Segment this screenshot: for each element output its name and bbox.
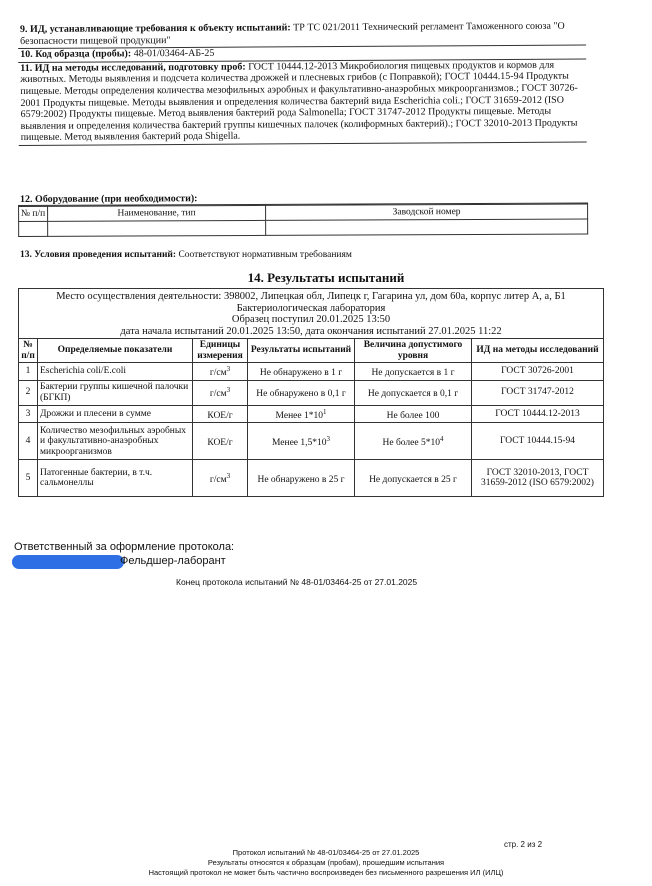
row-unit: $г/см^3$ <box>193 380 248 405</box>
footer <box>0 848 652 878</box>
results-title: 14. Результаты испытаний <box>247 270 405 285</box>
results-received: Образец поступил 20.01.2025 13:50 <box>231 314 391 325</box>
col-units-header: Единицы измерения <box>193 339 248 363</box>
footer-line-1: Протокол испытаний № 48-01/03464-25 от 27.01.2025 <box>232 848 420 857</box>
section-11 <box>18 59 586 146</box>
footer-line-2: Результаты относятся к образцам (пробам), прошедшим испытания <box>207 858 445 867</box>
table-row <box>19 405 604 423</box>
redacted-name <box>12 555 124 569</box>
results-section <box>18 288 604 497</box>
col-result-header: Результаты испытаний <box>248 339 355 363</box>
row-limit: Не более $5*10^4$ <box>355 423 472 460</box>
row-result: Не обнаружено в 1 г <box>248 363 355 381</box>
row-result: Не обнаружено в 25 г <box>248 460 355 497</box>
row-method: ГОСТ 10444.12-2013 <box>472 405 604 423</box>
results-header-row <box>19 339 604 363</box>
row-indicator: Дрожжи и плесени в сумме <box>38 405 193 423</box>
col-no-header: № п/п <box>19 339 38 363</box>
equipment-cell <box>266 219 588 235</box>
row-result: Менее $1*10^1$ <box>248 405 355 423</box>
row-no: 3 <box>19 405 38 423</box>
conditions-label: 13. Условия проведения испытаний: <box>20 250 177 260</box>
equipment-table <box>18 204 588 237</box>
table-row <box>19 423 604 460</box>
page-number: стр. 2 из 2 <box>504 840 543 849</box>
row-method: ГОСТ 32010-2013, ГОСТ 31659-2012 (ISO 6579:2002) <box>472 460 604 497</box>
results-dates: дата начала испытаний 20.01.2025 13:50, дата окончания испытаний 27.01.2025 11:22 <box>120 325 502 337</box>
col-limit-header: Величина допустимого уровня <box>355 339 472 363</box>
row-indicator: Escherichia coli/E.coli <box>38 363 193 381</box>
equipment-col-name: Наименование, тип <box>48 205 266 221</box>
col-method-header: ИД на методы исследований <box>472 339 604 363</box>
row-result: Не обнаружено в 0,1 г <box>248 380 355 405</box>
equipment-empty-row <box>19 219 588 236</box>
row-unit: КОЕ/г <box>193 423 248 460</box>
section-10-value: 48-01/03464-АБ-25 <box>133 47 215 60</box>
row-method: ГОСТ 30726-2001 <box>472 363 604 381</box>
row-indicator: Бактерии группы кишечной палочки (БГКП) <box>38 380 193 405</box>
section-11-label: 11. ИД на методы исследований, подготовку проб: <box>20 61 246 74</box>
section-9 <box>18 21 586 50</box>
responsible-role: Фельдшер-лаборант <box>120 555 226 567</box>
results-location: Место осуществления деятельности: 398002, Липецкая обл, Липецк г, Гагарина ул, дом 60а, корпус литер А, а, Б1 <box>56 291 566 302</box>
col-indicator-header: Определяемые показатели <box>38 339 193 363</box>
row-indicator: Патогенные бактерии, в т.ч. сальмонеллы <box>38 460 193 497</box>
table-row <box>19 363 604 381</box>
row-method: ГОСТ 31747-2012 <box>472 380 604 405</box>
section-9-label: 9. ИД, устанавливающие требования к объекту испытаний: <box>19 22 291 35</box>
equipment-cell <box>19 221 48 236</box>
results-table <box>18 338 604 497</box>
row-unit: КОЕ/г <box>193 405 248 423</box>
equipment-section <box>18 192 588 237</box>
row-limit: Не допускается в 0,1 г <box>355 380 472 405</box>
row-no: 4 <box>19 423 38 460</box>
row-indicator: Количество мезофильных аэробных и факультативно-анаэробных микроорганизмов <box>38 423 193 460</box>
equipment-col-no: № п/п <box>19 206 48 221</box>
section-9-value: ТР ТС 021/2011 Технический регламент Таможенного союза "О безопасности пищевой продукции" <box>20 20 565 47</box>
equipment-col-serial: Заводской номер <box>266 204 588 220</box>
table-row <box>19 380 604 405</box>
results-info <box>18 288 604 338</box>
footer-line-3: Настоящий протокол не может быть частично воспроизведен без письменного разрешения ИЛ (ИЛЦ) <box>148 868 504 877</box>
row-result: Менее $1,5*10^3$ <box>248 423 355 460</box>
row-method: ГОСТ 10444.15-94 <box>472 423 604 460</box>
section-11-value: ГОСТ 10444.12-2013 Микробиология пищевых продуктов и кормов для животных. Методы выявления и подсчета количества дрожжей и плесневых грибов (с Поправкой); ГОСТ 10444.15-94 Продукты пищевые. Методы определения количества мезофильных аэробных и факультативно-анаэробных микроорганизмов.; ГОСТ 30726-2001 Продукты пищевые. Методы выявления и определения количества бактерий вида Escherichia coli.; ГОСТ 31659-2012 (ISO 6579:2002) Продукты пищевые. Метод выявления бактерий рода Salmonella; ГОСТ 31747-2012 Продукты пищевые. Методы выявления и определения количества бактерий группы кишечных палочек (колиформных бактерий).; ГОСТ 32010-2013 Продукты пищевые. Метод выявления бактерий рода Shigella. <box>20 59 578 144</box>
sections-9-11 <box>18 21 587 146</box>
row-unit: $г/см^3$ <box>193 460 248 497</box>
table-row <box>19 460 604 497</box>
row-no: 1 <box>19 363 38 381</box>
equipment-heading: 12. Оборудование (при необходимости): <box>18 192 588 206</box>
protocol-end-line: Конец протокола испытаний № 48-01/03464-25 от 27.01.2025 <box>176 577 418 587</box>
row-no: 2 <box>19 380 38 405</box>
results-lab: Бактериологическая лаборатория <box>236 302 386 314</box>
responsible-label: Ответственный за оформление протокола: <box>14 541 235 553</box>
section-10-label: 10. Код образца (пробы): <box>20 48 132 61</box>
conditions-value: Соответствуют нормативным требованиям <box>178 250 352 260</box>
row-limit: Не допускается в 25 г <box>355 460 472 497</box>
row-limit: Не более 100 <box>355 405 472 423</box>
row-no: 5 <box>19 460 38 497</box>
equipment-cell <box>48 220 266 236</box>
row-limit: Не допускается в 1 г <box>355 363 472 381</box>
conditions-line <box>20 250 352 260</box>
row-unit: $г/см^3$ <box>193 363 248 381</box>
